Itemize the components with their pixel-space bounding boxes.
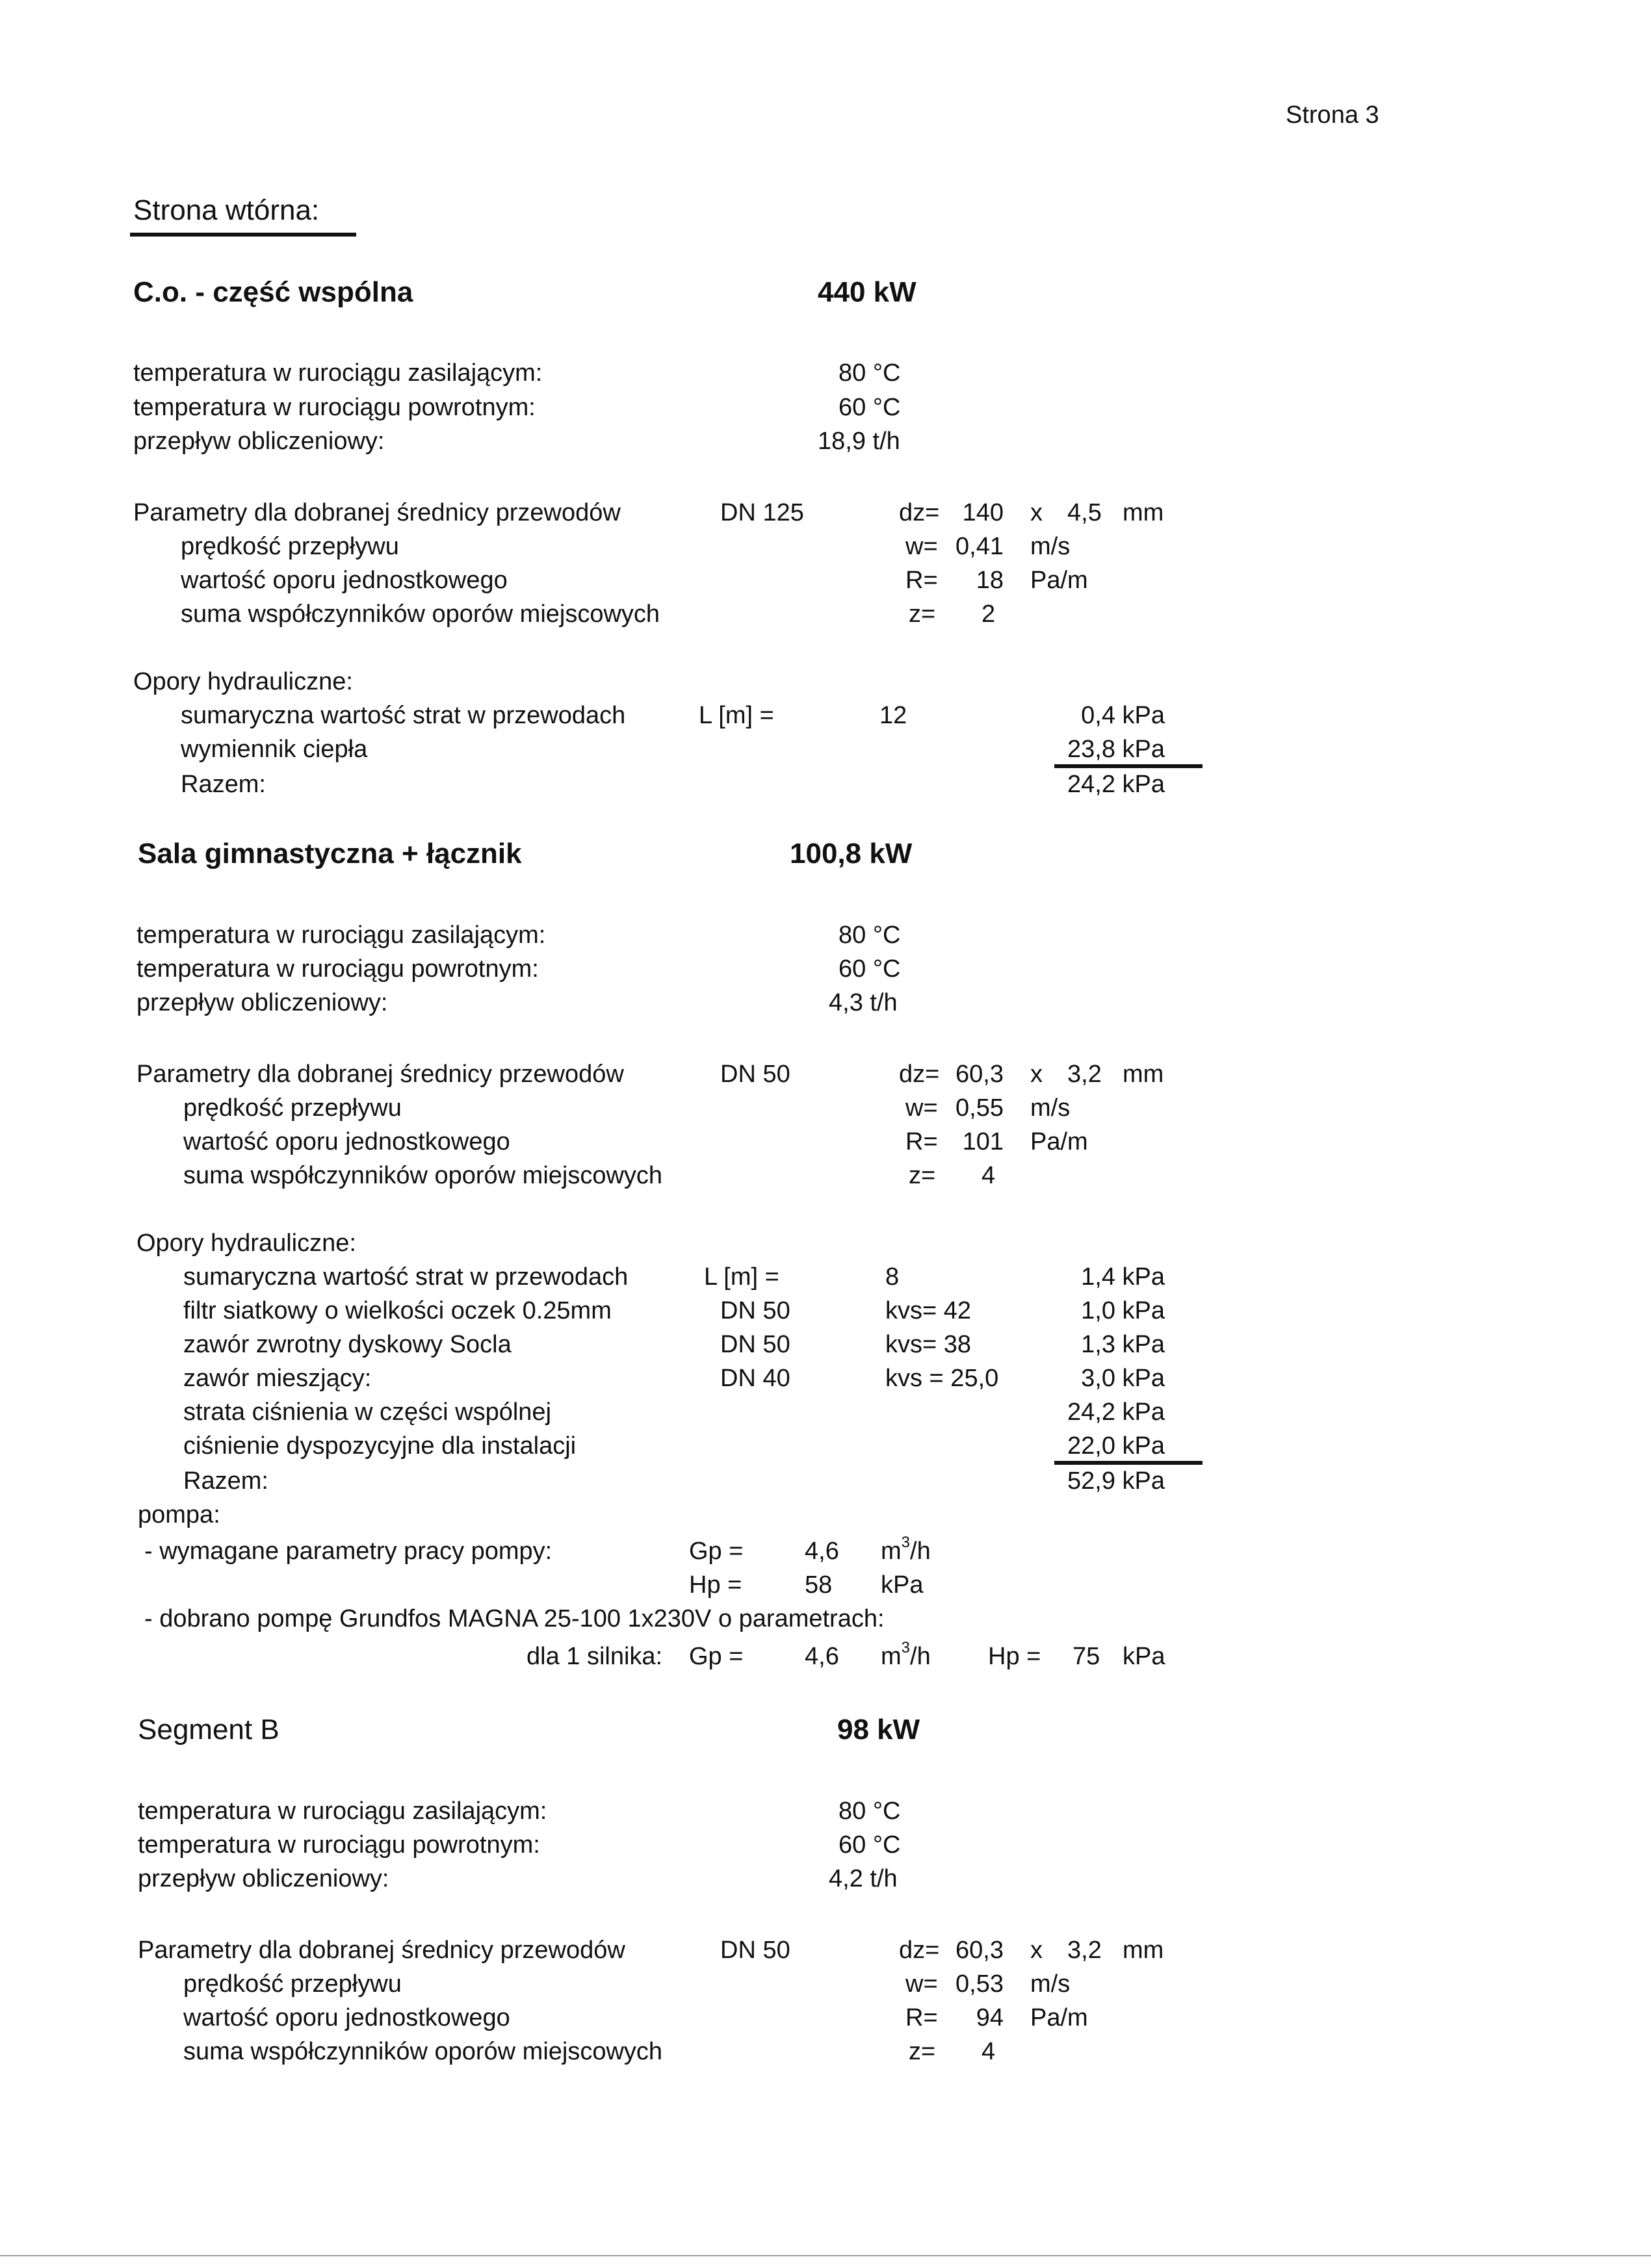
s1-sum-rule	[1054, 764, 1202, 768]
s1-velocity-label: prędkość przepływu	[181, 533, 399, 560]
s1-supply-temp: 80 °C	[838, 359, 901, 387]
s2-z-value: 4	[982, 1162, 996, 1189]
section-heading: Strona wtórna:	[133, 194, 320, 226]
s2-filter-value: 1,0 kPa	[1081, 1297, 1165, 1324]
s2-L-value: 8	[885, 1263, 900, 1291]
s3-zeta-label: suma współczynników oporów miejscowych	[183, 2038, 663, 2065]
s2-check-valve-label: zawór zwrotny dyskowy Socla	[183, 1331, 512, 1358]
s3-flow-label: przepływ obliczeniowy:	[138, 1865, 389, 1892]
s1-r-value: 18	[976, 567, 1004, 594]
s2-w-value: 0,55	[956, 1094, 1004, 1122]
s3-z-value: 4	[982, 2038, 996, 2065]
s3-params-label: Parametry dla dobranej średnicy przewodów	[138, 1937, 625, 1964]
s2-mixing-valve-value: 3,0 kPa	[1081, 1365, 1165, 1392]
s2-filter-label: filtr siatkowy o wielkości oczek 0.25mm	[183, 1297, 612, 1324]
s2-supply-temp-label: temperatura w rurociągu zasilającym:	[136, 921, 546, 949]
s2-common-loss-value: 24,2 kPa	[1067, 1398, 1165, 1426]
s2-flow-value: 4,3 t/h	[829, 989, 898, 1016]
s2-dz-label: dz=	[899, 1061, 940, 1088]
s2-r-value: 101	[962, 1128, 1004, 1155]
s1-opory-label: Opory hydrauliczne:	[133, 668, 353, 695]
page-number: Strona 3	[1286, 101, 1379, 129]
s3-w-value: 0,53	[956, 1970, 1004, 1998]
s2-common-loss-label: strata ciśnienia w części wspólnej	[183, 1398, 552, 1426]
s2-dz-value: 60,3	[956, 1061, 1004, 1088]
s2-chosen-pump-label: - dobrano pompę Grundfos MAGNA 25-100 1x230V o parametrach:	[144, 1605, 885, 1632]
s2-L-label: L [m] =	[704, 1263, 779, 1291]
s2-check-valve-dn: DN 50	[720, 1331, 790, 1358]
s1-power: 440 kW	[818, 276, 916, 308]
s3-supply-temp: 80 °C	[838, 1798, 901, 1825]
s2-params-label: Parametry dla dobranej średnicy przewodów	[136, 1061, 624, 1088]
s1-r-label: R=	[905, 567, 938, 594]
s1-zeta-label: suma współczynników oporów miejscowych	[181, 600, 660, 628]
s2-hp-value: 58	[805, 1571, 833, 1599]
s2-dz-unit: mm	[1123, 1061, 1164, 1088]
heading-underline	[130, 233, 356, 237]
s2-mixing-valve-label: zawór mieszjący:	[183, 1365, 372, 1392]
s2-hp-label: Hp =	[689, 1571, 742, 1599]
s2-sum-rule	[1054, 1461, 1202, 1465]
s2-dz-wall: 3,2	[1067, 1061, 1102, 1088]
s2-gp-label: Gp =	[689, 1538, 744, 1565]
s2-check-valve-value: 1,3 kPa	[1081, 1331, 1165, 1358]
s3-return-temp-label: temperatura w rurociągu powrotnym:	[138, 1831, 540, 1859]
s2-mixing-valve-dn: DN 40	[720, 1365, 790, 1392]
s1-L-value: 12	[879, 702, 907, 729]
s3-w-label: w=	[905, 1970, 938, 1998]
s3-dz-wall: 3,2	[1067, 1937, 1102, 1964]
s1-w-label: w=	[905, 533, 938, 560]
s2-r-label: R=	[905, 1128, 938, 1155]
s2-dn: DN 50	[720, 1061, 790, 1088]
s3-power: 98 kW	[837, 1714, 920, 1746]
s1-return-temp: 60 °C	[838, 394, 901, 421]
s2-dz-x: x	[1030, 1061, 1043, 1088]
s2-velocity-label: prędkość przepływu	[183, 1094, 402, 1122]
s2-motor-hp-value: 75	[1072, 1643, 1100, 1670]
s2-return-temp-label: temperatura w rurociągu powrotnym:	[136, 955, 539, 983]
s1-L-label: L [m] =	[699, 702, 774, 729]
s2-required-params-label: - wymagane parametry pracy pompy:	[144, 1538, 552, 1565]
s3-supply-temp-label: temperatura w rurociągu zasilającym:	[138, 1798, 547, 1825]
s3-return-temp: 60 °C	[838, 1831, 901, 1859]
s1-w-value: 0,41	[956, 533, 1004, 560]
s1-params-label: Parametry dla dobranej średnicy przewodów	[133, 499, 621, 526]
s2-w-label: w=	[905, 1094, 938, 1122]
s1-r-unit: Pa/m	[1030, 567, 1088, 594]
s3-dn: DN 50	[720, 1937, 790, 1964]
s1-z-label: z=	[909, 600, 936, 628]
s2-flow-label: przepływ obliczeniowy:	[136, 989, 388, 1016]
s1-title: C.o. - część wspólna	[133, 276, 413, 308]
s2-pipe-loss-value: 1,4 kPa	[1081, 1263, 1165, 1291]
s1-hx-value: 23,8 kPa	[1067, 736, 1165, 763]
s2-filter-dn: DN 50	[720, 1297, 790, 1324]
s2-filter-kvs: kvs= 42	[885, 1297, 972, 1324]
s3-dz-unit: mm	[1123, 1937, 1164, 1964]
s2-supply-temp: 80 °C	[838, 921, 901, 949]
s2-motor-hp-label: Hp =	[988, 1643, 1041, 1670]
scan-edge-line	[0, 2255, 1651, 2256]
s1-return-temp-label: temperatura w rurociągu powrotnym:	[133, 394, 536, 421]
s3-r-unit: Pa/m	[1030, 2004, 1088, 2031]
s2-r-unit: Pa/m	[1030, 1128, 1088, 1155]
s1-hx-label: wymiennik ciepła	[181, 736, 368, 763]
s1-pipe-loss-label: sumaryczna wartość strat w przewodach	[181, 702, 626, 729]
s2-motor-gp-unit: $m^3/h$	[881, 1639, 931, 1670]
s3-w-unit: m/s	[1030, 1970, 1071, 1998]
s3-dz-label: dz=	[899, 1937, 940, 1964]
s1-dz-value: 140	[962, 499, 1004, 526]
s3-r-value: 94	[976, 2004, 1004, 2031]
s2-motor-hp-unit: kPa	[1123, 1643, 1165, 1670]
s1-dz-unit: mm	[1123, 499, 1164, 526]
s2-check-valve-kvs: kvs= 38	[885, 1331, 972, 1358]
s3-z-label: z=	[909, 2038, 936, 2065]
s3-dz-x: x	[1030, 1937, 1043, 1964]
s1-total-label: Razem:	[181, 771, 266, 798]
s1-w-unit: m/s	[1030, 533, 1071, 560]
s1-total-value: 24,2 kPa	[1067, 771, 1165, 798]
s3-flow-value: 4,2 t/h	[829, 1865, 898, 1892]
s1-z-value: 2	[982, 600, 996, 628]
s1-supply-temp-label: temperatura w rurociągu zasilającym:	[133, 359, 543, 387]
s3-title: Segment B	[138, 1714, 280, 1746]
s1-flow-label: przepływ obliczeniowy:	[133, 428, 385, 455]
s2-w-unit: m/s	[1030, 1094, 1071, 1122]
s1-flow-value: 18,9 t/h	[818, 428, 900, 455]
s2-gp-unit: $m^3/h$	[881, 1534, 931, 1565]
s2-opory-label: Opory hydrauliczne:	[136, 1230, 356, 1257]
s1-dn: DN 125	[720, 499, 804, 526]
s2-hp-unit: kPa	[881, 1571, 924, 1599]
s2-return-temp: 60 °C	[838, 955, 901, 983]
s2-z-label: z=	[909, 1162, 936, 1189]
s2-mixing-valve-kvs: kvs = 25,0	[885, 1365, 999, 1392]
s2-resistance-label: wartość oporu jednostkowego	[183, 1128, 510, 1155]
s2-available-pressure-label: ciśnienie dyspozycyjne dla instalacji	[183, 1432, 577, 1460]
s2-motor-gp-label: Gp =	[689, 1643, 744, 1670]
s1-pipe-loss-value: 0,4 kPa	[1081, 702, 1165, 729]
s2-total-label: Razem:	[183, 1467, 268, 1495]
s1-dz-x: x	[1030, 499, 1043, 526]
s2-motor-gp-value: 4,6	[805, 1643, 839, 1670]
s1-dz-label: dz=	[899, 499, 940, 526]
s3-resistance-label: wartość oporu jednostkowego	[183, 2004, 510, 2031]
s2-motor-label: dla 1 silnika:	[526, 1643, 663, 1670]
s2-gp-value: 4,6	[805, 1538, 839, 1565]
s3-velocity-label: prędkość przepływu	[183, 1970, 402, 1998]
s2-available-pressure-value: 22,0 kPa	[1067, 1432, 1165, 1460]
s2-pipe-loss-label: sumaryczna wartość strat w przewodach	[183, 1263, 629, 1291]
s2-power: 100,8 kW	[790, 838, 913, 870]
s3-r-label: R=	[905, 2004, 938, 2031]
s2-total-value: 52,9 kPa	[1067, 1467, 1165, 1495]
s2-title: Sala gimnastyczna + łącznik	[138, 838, 522, 870]
s2-pump-label: pompa:	[138, 1501, 220, 1528]
s3-dz-value: 60,3	[956, 1937, 1004, 1964]
s1-resistance-label: wartość oporu jednostkowego	[181, 567, 508, 594]
s2-zeta-label: suma współczynników oporów miejscowych	[183, 1162, 663, 1189]
s1-dz-wall: 4,5	[1067, 499, 1102, 526]
